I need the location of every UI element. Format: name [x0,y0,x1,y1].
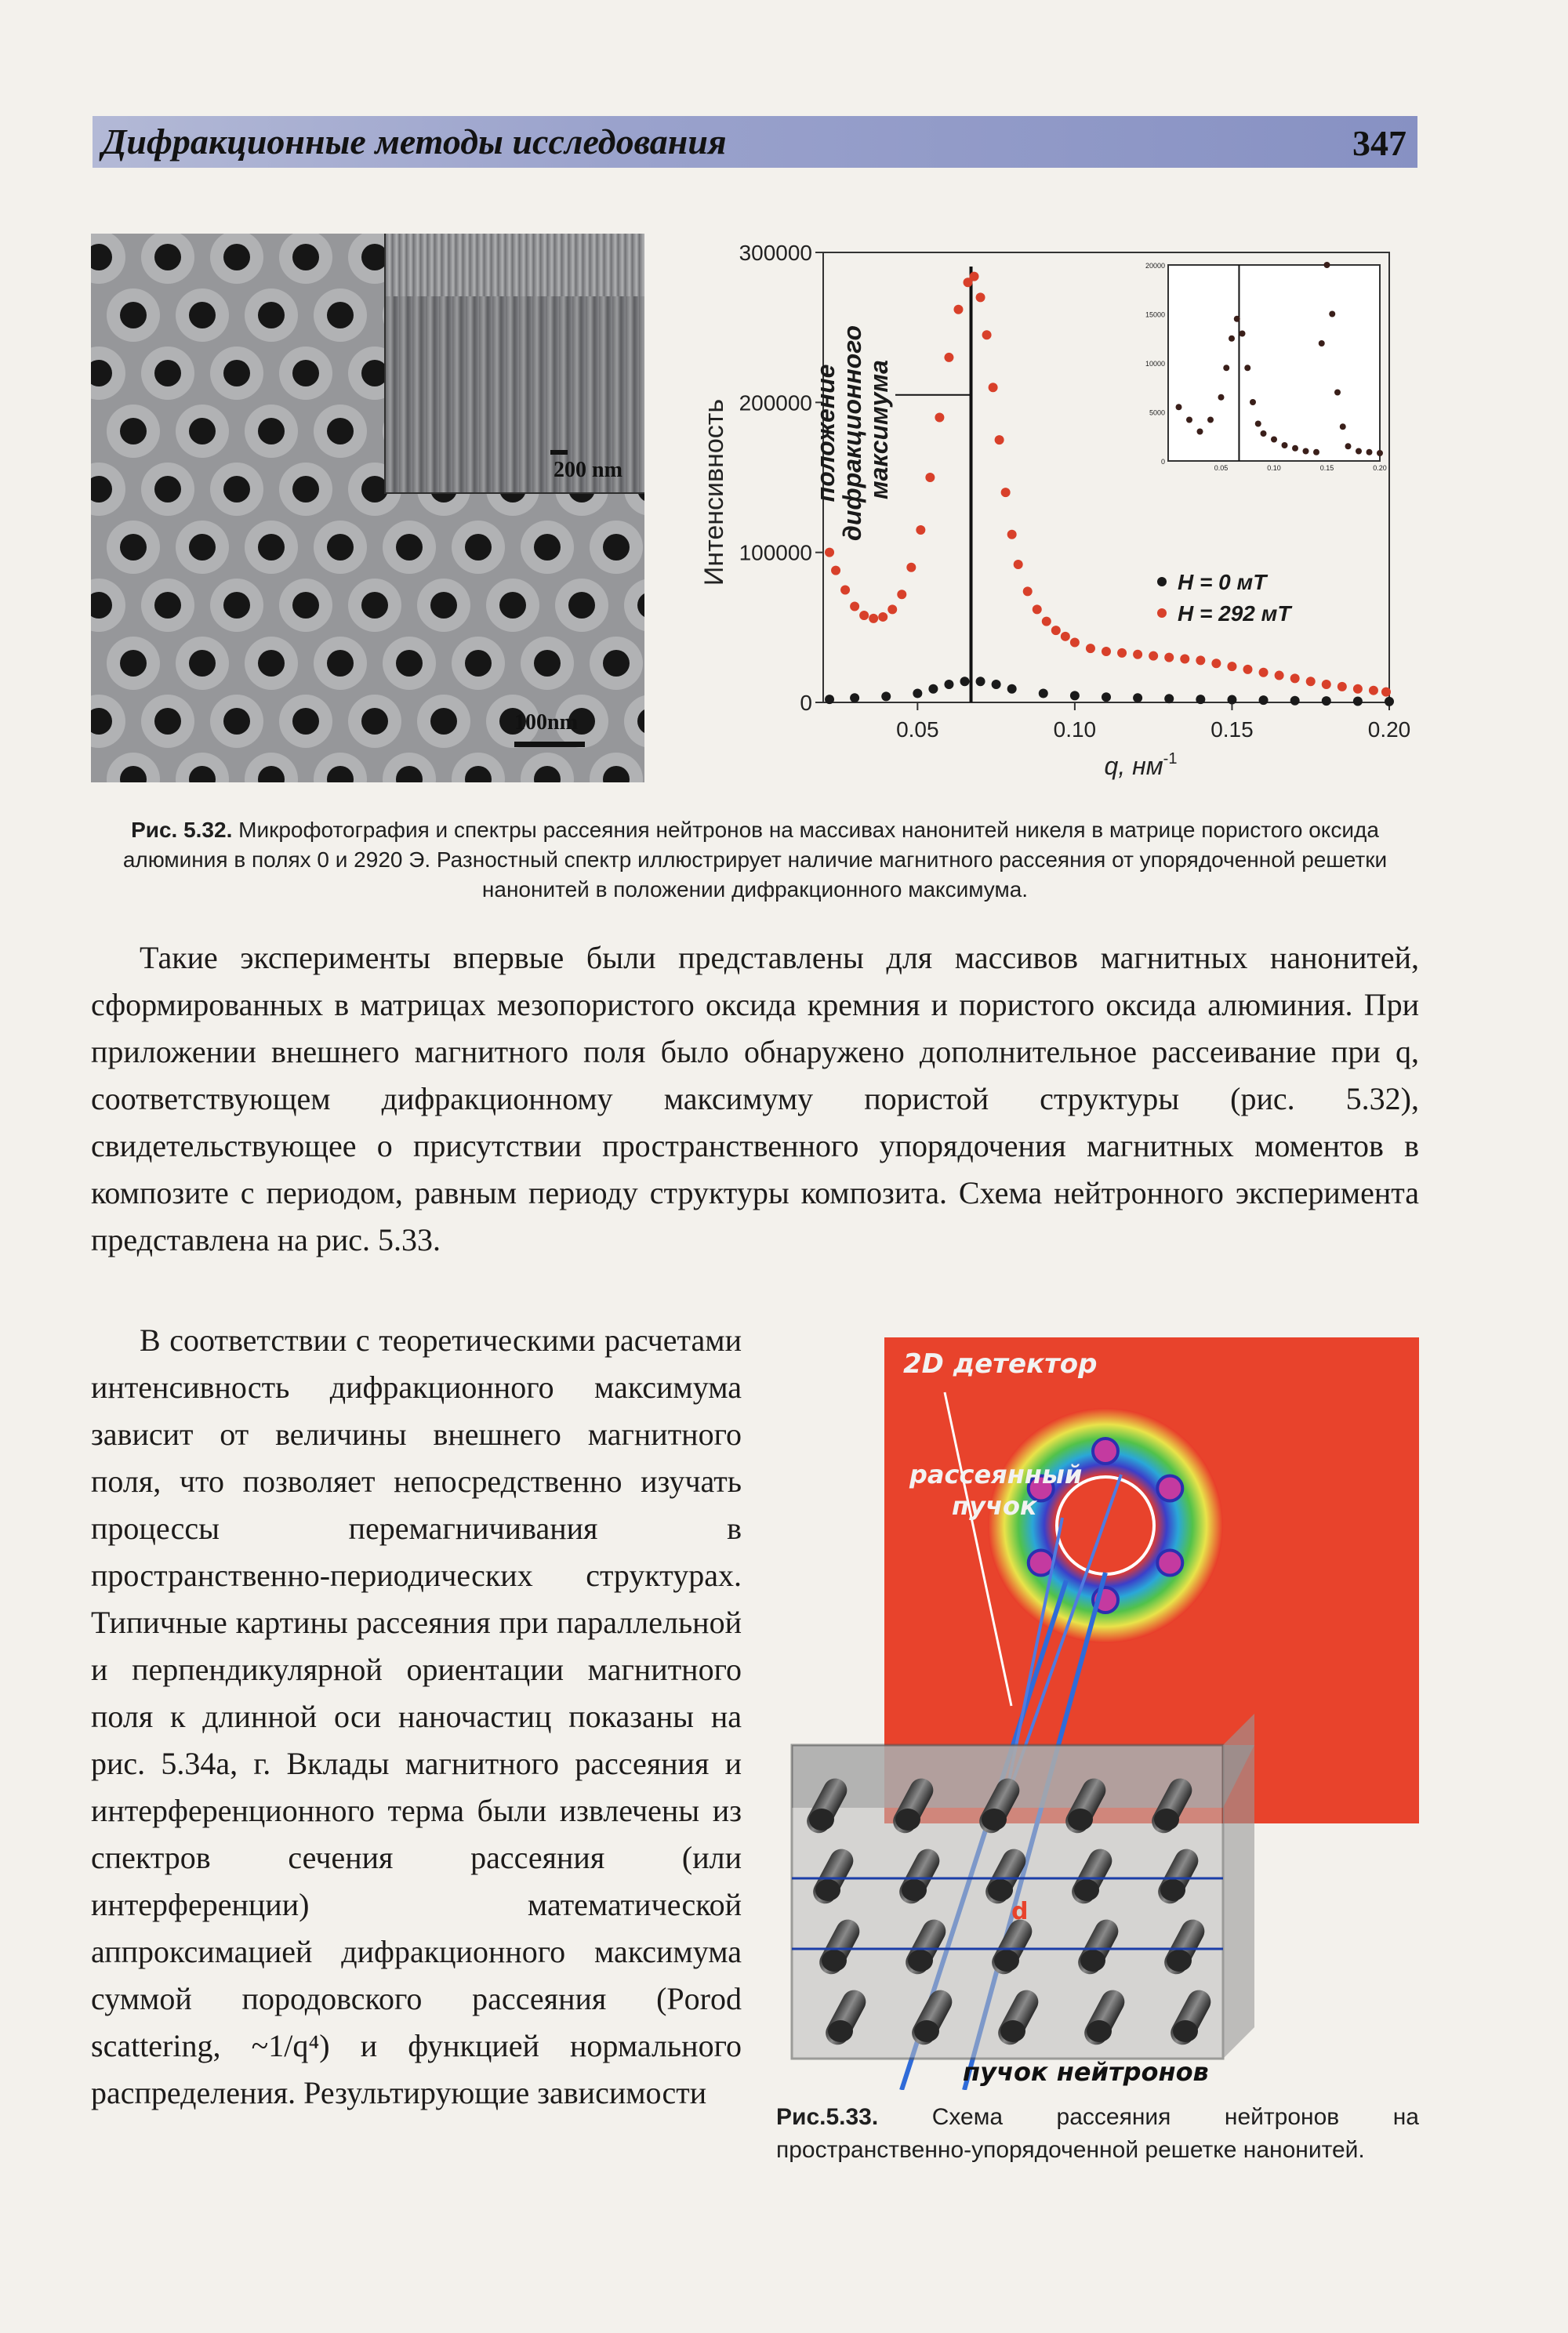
page-number: 347 [1352,123,1406,163]
inset-point [1207,417,1214,423]
y-tick-label: 100000 [739,540,812,565]
inset-point [1186,417,1192,423]
point-h292 [1381,688,1391,697]
pore [465,650,492,677]
pore [258,534,285,561]
pore [223,592,250,619]
x-tick-label: 0.10 [1053,717,1097,742]
point-h292 [1164,653,1174,662]
inset-top-band [386,234,644,296]
inset-x-tick-label: 0.10 [1267,464,1281,472]
point-h0 [960,677,970,686]
point-h292 [970,272,979,281]
point-h292 [1306,677,1316,686]
cross-section-inset [384,234,644,494]
scattered-beam-label-2: пучок [952,1491,1037,1521]
pore [189,302,216,328]
header-title: Дифракционные методы исследования [102,122,727,161]
annotation-line-3: максимума [865,360,893,499]
point-h292 [1051,626,1061,635]
pore [292,360,319,386]
y-tick-label: 200000 [739,390,812,415]
pore [361,592,388,619]
inset-point [1197,429,1203,435]
inset-point [1292,445,1298,452]
sample-side [1223,1714,1254,2059]
figure-5-33 [776,1337,1419,2090]
y-tick-label: 300000 [739,241,812,265]
x-tick-label: 0.15 [1210,717,1254,742]
pore [603,650,630,677]
x-axis-label: q, $нм^{-1}$ [1104,750,1178,780]
point-h292 [1102,647,1111,656]
pore [292,476,319,503]
inset-point [1282,442,1288,448]
x-tick-label: 0.05 [896,717,939,742]
y-tick-label: 0 [800,691,812,715]
inset-point [1255,421,1261,427]
figure-5-32-caption [91,815,1419,905]
point-h292 [887,604,897,614]
pore [603,534,630,561]
pore [154,592,181,619]
point-h292 [1196,655,1205,665]
pore [223,708,250,735]
pore [120,418,147,444]
pore [396,650,423,677]
inset-point [1271,437,1277,443]
point-h292 [1211,659,1221,668]
caption-5-33-text: Схема рассеяния нейтронов на пространственно-упорядоченной решетке нанонитей. [776,2104,1419,2163]
pore [534,650,561,677]
point-h292 [1033,604,1042,614]
lattice-period-symbol: d [1011,1898,1029,1925]
legend-label-h292: H = 292 мТ [1178,601,1291,626]
main-scale-bar [514,742,585,747]
legend-marker-h0 [1157,577,1167,586]
caption-text: Микрофотография и спектры рассеяния нейтронов на массивах нанонитей никеля в матрице пористого оксида алюминия в полях 0 и 2920 Э. Разностный спектр иллюстрирует наличие магнитного рассеяния от упорядоченной решетки нанонитей в положении дифракционного максимума. [122,818,1388,902]
point-h0 [992,680,1001,689]
inset-point [1367,449,1373,455]
point-h0 [825,695,834,704]
point-h292 [1149,651,1158,661]
pore [223,244,250,270]
point-h292 [1290,673,1300,683]
point-h292 [831,566,840,575]
point-h292 [1086,644,1095,653]
point-h292 [935,412,944,422]
inset-point [1334,390,1341,396]
point-h292 [1227,662,1236,671]
pore [430,708,457,735]
y-axis-label: Интенсивность [699,398,729,586]
pore [258,418,285,444]
pore [154,708,181,735]
pore [465,534,492,561]
point-h0 [1322,696,1331,706]
point-h292 [1014,560,1023,569]
pore [327,418,354,444]
pore [430,592,457,619]
inset-x-tick-label: 0.20 [1373,464,1387,472]
paragraph-1-text: Такие эксперименты впервые были представлены для массивов магнитных нанонитей, сформированных в матрицах мезопористого оксида кремния и пористого оксида алюминия. При приложении внешнего магнитного поля было обнаружено дополнительное рассеивание при q, соответствующем дифракционному максимуму пористой структуры (рис. 5.32), свидетельствующее о присутствии пространственного упорядочения магнитных моментов в композите с периодом, равным периоду структуры композита. Схема нейтронного эксперимента представлена на рис. 5.33. [91,940,1419,1257]
point-h292 [925,473,935,482]
point-h292 [1061,632,1070,641]
inset-y-tick-label: 15000 [1145,310,1165,319]
pore [292,592,319,619]
point-h292 [916,525,925,535]
neutron-scattering-diagram [776,1337,1419,2090]
ring-center [1057,1477,1154,1574]
pore [361,708,388,735]
pore [258,650,285,677]
point-h292 [1353,684,1363,694]
pore [499,592,526,619]
point-h0 [850,693,859,702]
point-h292 [825,548,834,557]
point-h292 [1042,617,1051,626]
caption-5-33-label: Рис.5.33. [776,2104,879,2130]
inset-y-tick-label: 20000 [1145,262,1165,270]
diffraction-spot [1157,1551,1182,1576]
point-h292 [1133,650,1142,659]
inset-point [1356,448,1362,455]
point-h0 [913,689,922,698]
diffraction-spot [1157,1476,1182,1501]
pore [189,534,216,561]
point-h0 [1070,691,1080,700]
inset-x-tick-label: 0.15 [1319,464,1334,472]
pore [396,534,423,561]
inset-point [1345,443,1352,449]
paragraph-2 [91,1317,742,2117]
point-h0 [1164,694,1174,703]
diffraction-spot [1029,1551,1054,1576]
pore [223,360,250,386]
sem-micrograph [91,234,644,782]
inset-point [1319,340,1325,347]
point-h292 [1001,488,1011,497]
point-h0 [944,680,953,689]
annotation-line-2: дифракционного [838,325,866,541]
point-h0 [928,684,938,694]
inset-point [1324,262,1330,268]
point-h292 [897,590,906,599]
point-h292 [1259,668,1269,677]
inset-point [1340,423,1346,430]
pore [327,650,354,677]
pore [189,650,216,677]
point-h292 [1322,680,1331,689]
inset-point [1250,399,1256,405]
pore [568,592,595,619]
point-h292 [850,602,859,611]
inset-scale-label: 200 nm [554,458,622,482]
pore [120,534,147,561]
pore [154,244,181,270]
point-h292 [1275,671,1284,680]
point-h0 [881,691,891,701]
inset-point [1313,449,1319,455]
inset-point [1240,331,1246,337]
point-h292 [995,435,1004,444]
point-h0 [1385,697,1394,706]
pore [327,534,354,561]
point-h292 [989,383,998,392]
point-h292 [1007,530,1017,539]
diffraction-spot [1093,1439,1118,1464]
point-h292 [840,586,850,595]
pore [154,360,181,386]
x-tick-label: 0.20 [1367,717,1411,742]
running-header [93,116,1417,168]
scattered-beam-label-1: рассеянный [909,1460,1083,1489]
point-h0 [976,677,985,686]
inset-point [1261,430,1267,437]
point-h292 [1243,665,1253,674]
point-h0 [1039,689,1048,698]
legend-label-h0: H = 0 мТ [1178,570,1267,594]
pore [120,650,147,677]
scattering-chart [690,234,1427,798]
point-h0 [1259,695,1269,705]
paragraph-2-text: В соответствии с теоретическими расчетами интенсивность дифракционного максимума зависит от величины внешнего магнитного поля, что позволяет непосредственно изучать процессы перемагничивания в пространственно-периодических структурах. Типичные картины рассеяния при параллельной и перпендикулярной ориентации магнитного поля к длинной оси наночастиц показаны на рис. 5.34а, г. Вклады магнитного рассеяния и интерференционного терма были извлечены из спектров сечения рассеяния (или интерференции) математической аппроксимацией дифракционного максимума суммой породовского рассеяния (Porod scattering, ~1/q⁴) и функцией нормального распределения. Результирующие зависимости [91,1323,742,2110]
inset-point [1218,394,1225,401]
pore [292,708,319,735]
inset-point [1223,365,1229,371]
point-h292 [1180,655,1189,664]
inset-point [1234,316,1240,322]
inset-point [1303,448,1309,455]
point-h292 [869,614,878,623]
inset-point [1229,336,1235,342]
main-scale-label: 100nm [514,710,578,735]
pore [120,302,147,328]
point-h292 [1338,682,1347,691]
chart-legend [1157,570,1293,626]
pore [154,476,181,503]
inset-point [1244,365,1250,371]
point-h292 [1117,648,1127,658]
pore [189,418,216,444]
point-h0 [1227,695,1236,705]
neutron-beam-label: пучок нейтронов [963,2057,1209,2087]
point-h0 [1007,684,1017,694]
inset-point [1176,404,1182,410]
pore [223,476,250,503]
point-h292 [1369,686,1378,695]
pore [292,244,319,270]
inset-x-tick-label: 0.05 [1214,464,1229,472]
inset-y-tick-label: 5000 [1149,408,1165,417]
point-h0 [1353,696,1363,706]
point-h292 [953,305,963,314]
point-h292 [859,611,869,620]
point-h0 [1196,695,1205,704]
legend-marker-h292 [1157,608,1167,618]
point-h0 [1133,693,1142,702]
inset-y-tick-label: 10000 [1145,360,1165,368]
point-h0 [1290,696,1300,706]
caption-label: Рис. 5.32. [131,818,233,842]
annotation-line-1: положение [811,364,840,503]
inset-point [1329,311,1335,317]
point-h0 [1102,692,1111,702]
figure-5-33-caption [776,2101,1419,2167]
pore [258,302,285,328]
point-h292 [982,330,992,339]
pore [534,534,561,561]
point-h292 [944,353,953,362]
inset-point [1377,450,1383,456]
detector-label: 2D детектор [903,1348,1098,1380]
inset-y-tick-label: 0 [1160,458,1165,466]
point-h292 [976,292,985,302]
inset-scale-bar [550,450,568,455]
point-h292 [906,563,916,572]
point-h292 [878,612,887,622]
point-h292 [1070,637,1080,647]
paragraph-1 [91,934,1419,1264]
pore [327,302,354,328]
point-h292 [1023,586,1033,596]
